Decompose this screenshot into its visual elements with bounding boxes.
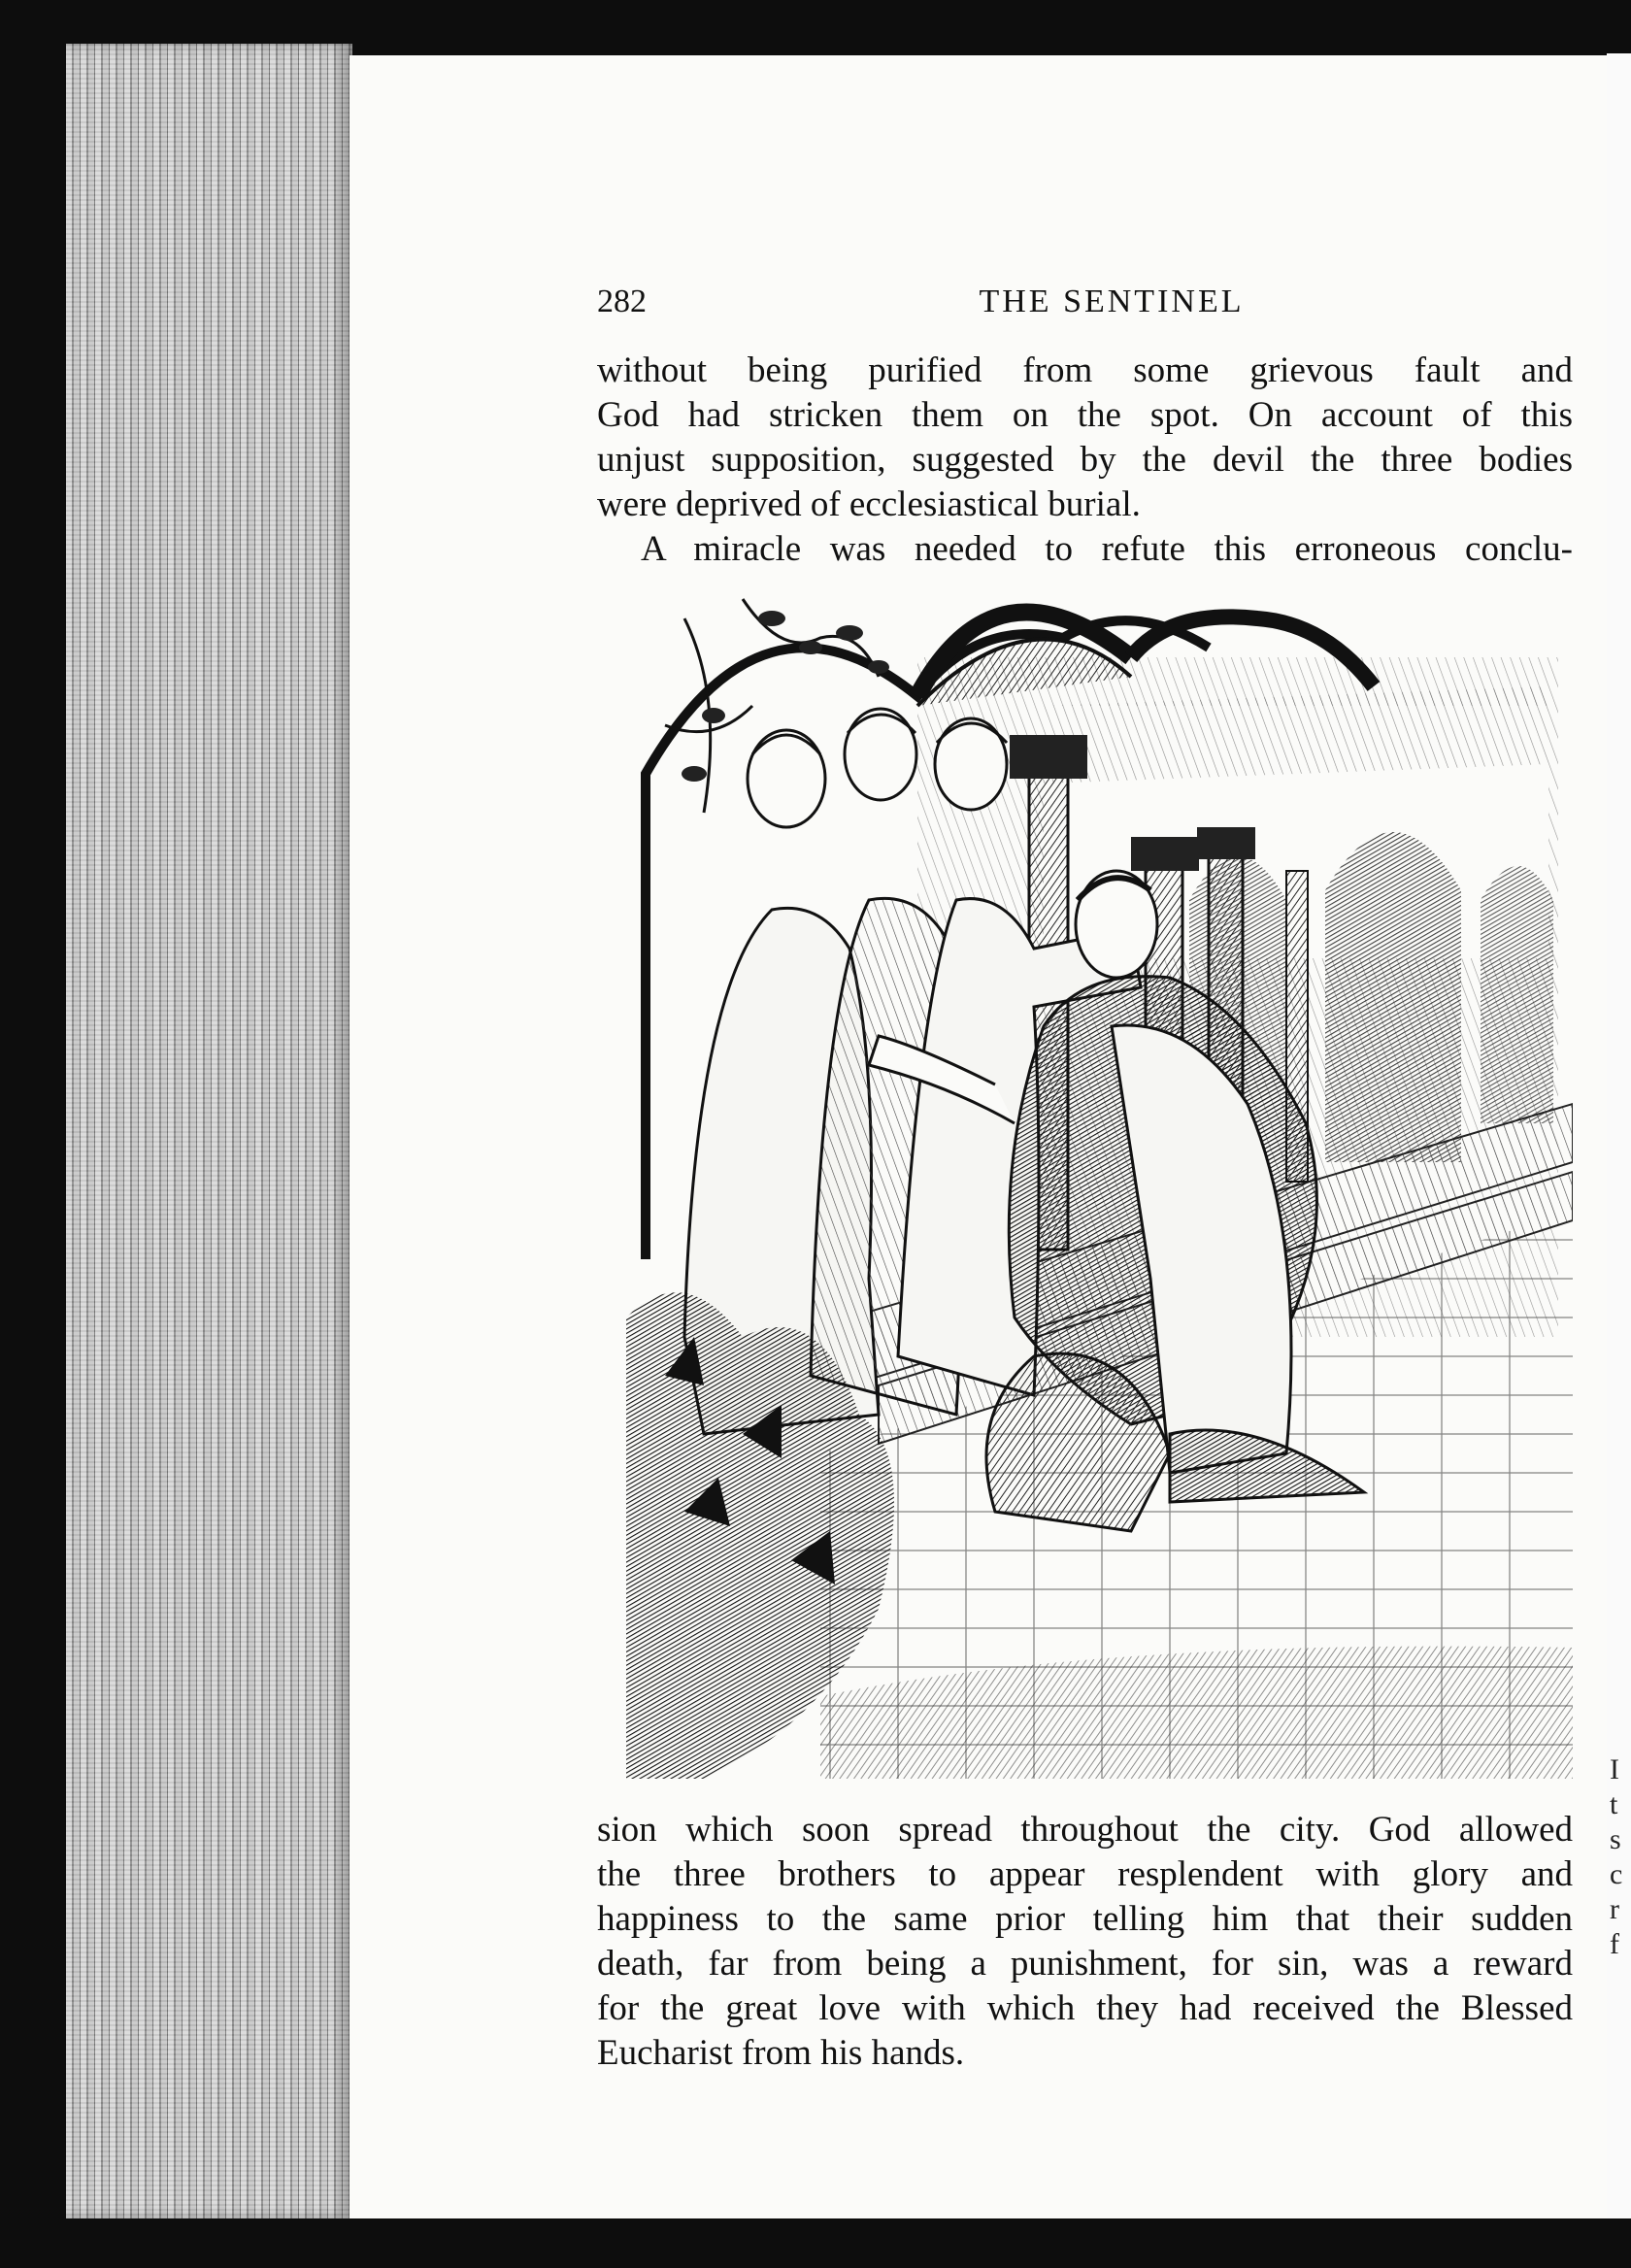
book-page (350, 55, 1612, 2218)
adjacent-letter: f (1610, 1928, 1619, 1960)
text-line: the three brothers to appear resplendent with glory and (597, 1854, 1573, 1894)
text-line: happiness to the same prior telling him that their sudden (597, 1899, 1573, 1939)
page-edges (66, 44, 352, 2218)
text-line: Eucharist from his hands. (597, 2033, 965, 2073)
text-line: unjust supposition, suggested by the devil the three bodies (597, 440, 1573, 480)
text-line: for the great love with which they had received the Blessed (597, 1988, 1573, 2028)
adjacent-letter: I (1610, 1753, 1619, 1785)
body-text-bottom (597, 1808, 1573, 2076)
engraving-image (626, 580, 1573, 1779)
adjacent-letter: t (1610, 1788, 1618, 1820)
text-line: were deprived of ecclesiastical burial. (597, 484, 1141, 524)
adjacent-letter: s (1610, 1823, 1621, 1855)
adjacent-letter: r (1610, 1893, 1619, 1925)
body-text-top (597, 349, 1573, 572)
engraving-illustration (626, 580, 1573, 1779)
adjacent-page-letters (1610, 1752, 1631, 1962)
adjacent-letter: c (1610, 1858, 1623, 1890)
text-line: God had stricken them on the spot. On account of this (597, 395, 1573, 435)
text-line: sion which soon spread throughout the city. God allowed (597, 1810, 1573, 1850)
running-title: THE SENTINEL (979, 284, 1245, 319)
page-number: 282 (597, 284, 647, 319)
text-line: A miracle was needed to refute this erroneous conclu- (641, 529, 1573, 569)
running-head (597, 284, 1587, 322)
text-line: death, far from being a punishment, for sin, was a reward (597, 1944, 1573, 1984)
text-line: without being purified from some grievous fault and (597, 350, 1573, 390)
book-spread (58, 44, 1623, 2218)
